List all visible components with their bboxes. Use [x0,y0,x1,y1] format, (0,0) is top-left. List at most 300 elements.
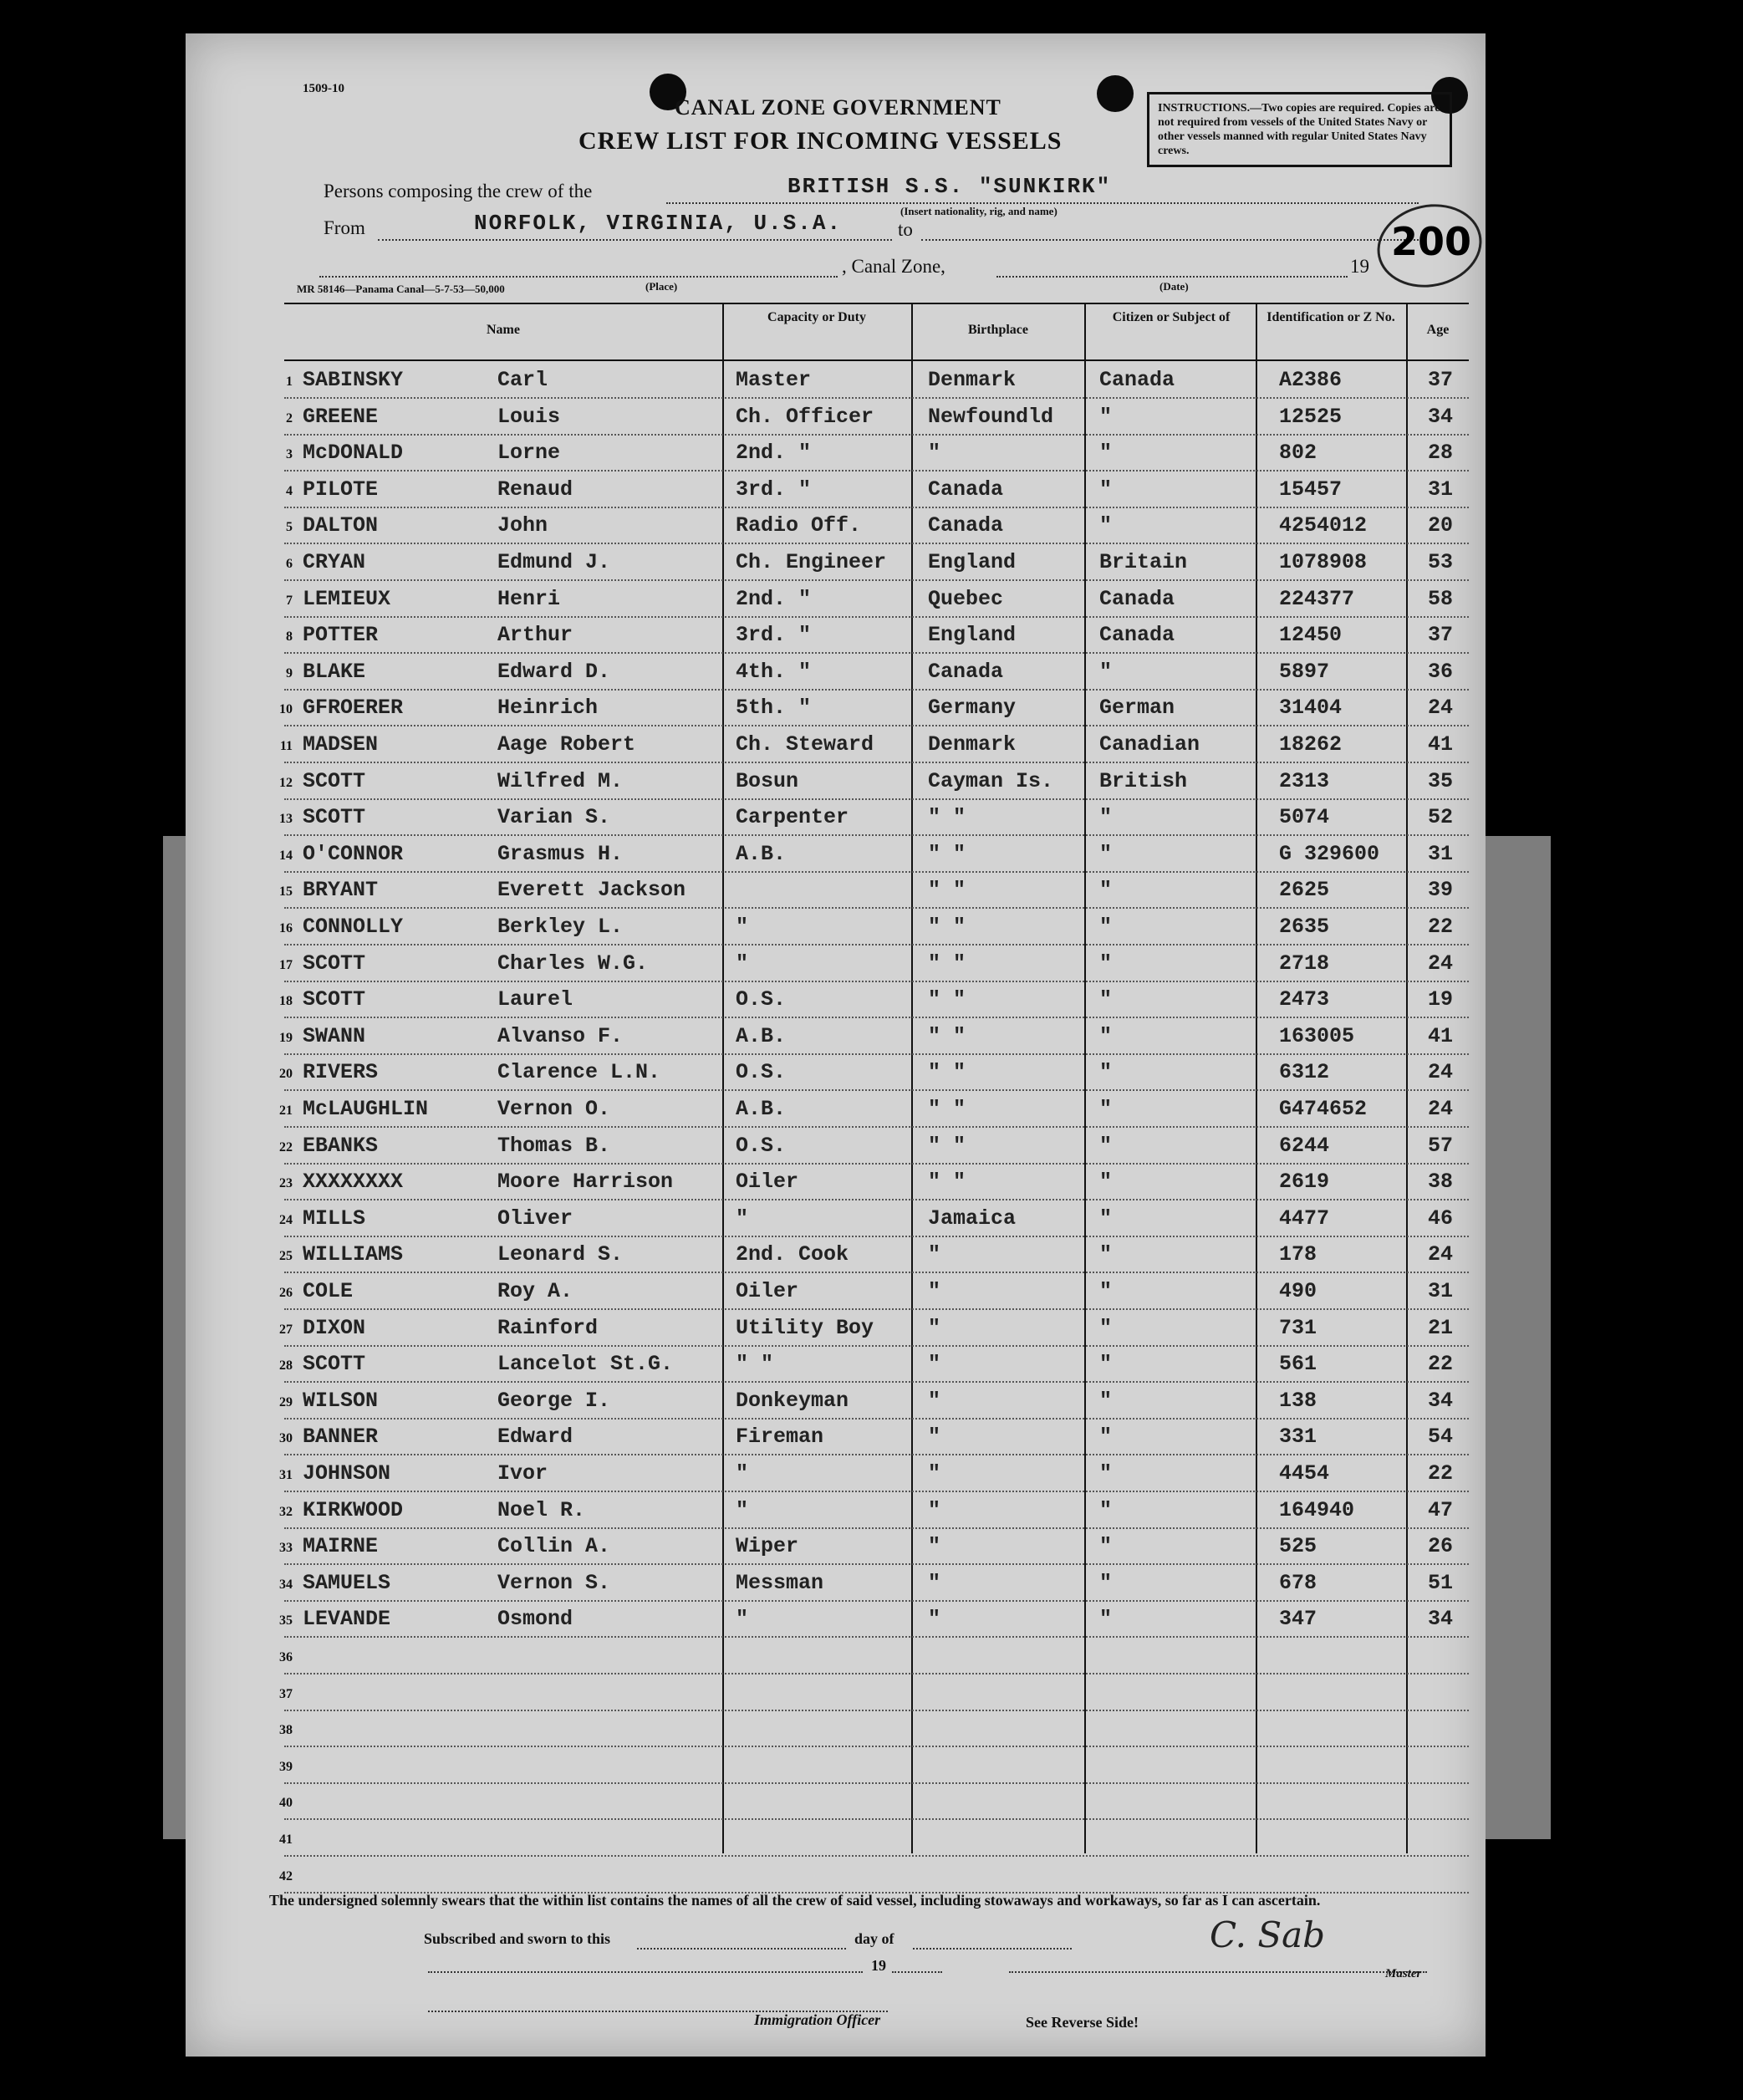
cell-birth: " " [928,915,966,939]
cell-id: 12450 [1279,623,1343,648]
cell-age: 39 [1428,878,1454,903]
cell-citizen: " [1099,1133,1113,1158]
cell-citizen: " [1099,915,1113,939]
cell-surname: PILOTE [303,477,379,502]
cell-birth: Newfoundld [928,404,1054,429]
cell-citizen: Canadian [1099,732,1200,757]
cell-age: 22 [1428,1352,1454,1377]
table-row [279,1819,1469,1857]
row-number: 10 [279,702,293,717]
cell-id: 802 [1279,441,1317,466]
row-number: 11 [279,739,293,753]
cell-given: Leonard S. [497,1242,624,1267]
table-row [284,580,1469,618]
cell-birth: " [928,1607,941,1632]
table-row [284,434,1469,471]
cell-birth: " " [928,1097,966,1121]
cell-duty: Messman [736,1570,824,1595]
cell-id: 561 [1279,1352,1317,1377]
cell-citizen: " [1099,1205,1113,1231]
cell-id: 164940 [1279,1497,1355,1522]
cell-citizen: " [1099,477,1113,502]
cell-birth: " [928,1570,941,1595]
cell-surname: SCOTT [303,951,366,976]
table-row [279,1527,1469,1565]
cell-given: Everett Jackson [497,878,686,903]
cell-surname: DIXON [303,1315,366,1340]
cell-duty: O.S. [736,1133,787,1158]
col-birthplace-header: Birthplace [968,323,1028,337]
row-number: 20 [279,1067,293,1082]
col-age-header: Age [1426,323,1450,337]
cell-age: 31 [1428,841,1454,866]
date-note: (Date) [1159,280,1189,293]
row-number: 15 [279,884,293,900]
cell-citizen: " [1099,513,1113,538]
cell-age: 34 [1428,1607,1454,1632]
cell-surname: SABINSKY [303,368,404,392]
cell-id: 224377 [1279,586,1355,611]
subscribed-label: Subscribed and sworn to this [424,1930,611,1947]
cell-birth: " " [928,878,966,903]
cell-age: 57 [1428,1133,1454,1158]
cell-citizen: " [1099,805,1113,830]
table-row [279,1746,1469,1784]
cell-age: 34 [1428,1388,1454,1413]
cell-duty: A.B. [736,1097,787,1121]
cell-id: 5897 [1279,659,1330,684]
officer-label: Immigration Officer [754,2011,881,2028]
cell-id: 2625 [1279,878,1330,903]
table-row [279,1345,1469,1383]
row-number: 27 [279,1322,293,1337]
master-line [1009,1971,1427,1973]
table-row [279,762,1469,800]
cell-surname: GREENE [303,404,379,429]
print-line: MR 58146—Panama Canal—5-7-53—50,000 [297,283,505,295]
cell-surname: GFROERER [303,696,404,721]
cell-id: 178 [1279,1242,1317,1267]
year-label: 19 [1350,256,1369,277]
cell-citizen: German [1099,696,1175,721]
cell-given: Louis [497,404,561,429]
table-row [279,689,1469,726]
cell-age: 35 [1428,768,1454,793]
cell-citizen: " [1099,987,1113,1012]
cell-duty: " [736,951,749,976]
cell-citizen: British [1099,768,1188,793]
cell-citizen: " [1099,1279,1113,1303]
table-row [284,616,1469,654]
cell-age: 41 [1428,732,1454,757]
table-row [279,1637,1469,1674]
cell-duty: A.B. [736,841,787,866]
row-number: 41 [279,1832,293,1847]
cell-age: 28 [1428,441,1454,466]
cell-given: Edward [497,1425,573,1450]
cell-duty: A.B. [736,1023,787,1048]
cell-birth: " [928,1242,941,1267]
cell-age: 53 [1428,550,1454,574]
cell-duty: 2nd. " [736,586,812,611]
row-number: 2 [286,410,293,426]
table-row [284,653,1469,691]
cell-birth: " [928,1425,941,1450]
cell-birth: Jamaica [928,1205,1017,1231]
cell-birth: " [928,1279,941,1303]
col-identification-header: Identification or Z No. [1266,310,1395,324]
row-number: 26 [279,1286,293,1300]
cell-given: Wilfred M. [497,768,624,793]
cell-age: 24 [1428,1242,1454,1267]
canal-zone-label: , Canal Zone, [842,256,945,277]
table-row [279,1163,1469,1200]
cell-given: Noel R. [497,1497,586,1522]
table-row [279,798,1469,836]
cell-age: 36 [1428,659,1454,684]
cell-surname: SAMUELS [303,1570,391,1595]
table-row [279,1564,1469,1602]
row-number: 30 [279,1431,293,1446]
cell-given: Henri [497,586,561,611]
cell-given: Lancelot St.G. [497,1352,674,1377]
table-row [284,398,1469,436]
cell-given: Charles W.G. [497,951,649,976]
row-number: 16 [279,921,293,935]
cell-age: 46 [1428,1205,1454,1231]
cell-id: 4477 [1279,1205,1330,1231]
cell-citizen: " [1099,1170,1113,1195]
cell-citizen: " [1099,878,1113,903]
cell-age: 19 [1428,987,1454,1012]
cell-duty: Radio Off. [736,513,862,538]
cell-id: 2635 [1279,915,1330,939]
cell-citizen: " [1099,1352,1113,1377]
cell-duty: Ch. Engineer [736,550,887,574]
cell-id: 1078908 [1279,550,1368,574]
day-line [637,1948,846,1950]
table-row [279,1491,1469,1529]
table-row [279,1382,1469,1420]
row-number: 8 [286,629,293,645]
cell-age: 22 [1428,915,1454,939]
cell-age: 31 [1428,477,1454,502]
cell-citizen: " [1099,1497,1113,1522]
cell-surname: POTTER [303,623,379,648]
cell-given: George I. [497,1388,611,1413]
cell-duty: Oiler [736,1279,799,1303]
table-row [279,835,1469,873]
cell-id: G 329600 [1279,841,1380,866]
form-number: 1509-10 [303,82,344,95]
cell-duty: Carpenter [736,805,849,830]
cell-citizen: " [1099,1060,1113,1085]
table-row [279,871,1469,909]
cell-citizen: " [1099,1570,1113,1595]
cell-id: 2313 [1279,768,1330,793]
cell-birth: " [928,1315,941,1340]
cell-birth: " [928,1461,941,1486]
cell-given: Oliver [497,1205,573,1231]
cell-duty: Ch. Steward [736,732,874,757]
cell-duty: Donkeyman [736,1388,849,1413]
punch-hole [1097,75,1134,112]
row-number: 22 [279,1139,293,1154]
cell-duty: Fireman [736,1425,824,1450]
cell-birth: Germany [928,696,1017,721]
cell-age: 37 [1428,368,1454,392]
cell-surname: CONNOLLY [303,915,404,939]
cell-duty: " [736,1607,749,1632]
cell-given: Edward D. [497,659,611,684]
cell-surname: KIRKWOOD [303,1497,404,1522]
row-number: 9 [286,665,293,680]
cell-given: Osmond [497,1607,573,1632]
cell-birth: " " [928,1060,966,1085]
cell-duty: Wiper [736,1534,799,1559]
cell-id: 12525 [1279,404,1343,429]
row-number: 21 [279,1104,293,1118]
cell-age: 31 [1428,1279,1454,1303]
cell-duty: O.S. [736,987,787,1012]
cell-given: Clarence L.N. [497,1060,661,1085]
cell-surname: LEMIEUX [303,586,391,611]
cell-surname: WILSON [303,1388,379,1413]
cell-id: 4254012 [1279,513,1368,538]
cell-surname: SCOTT [303,987,366,1012]
row-number: 28 [279,1358,293,1374]
cell-id: 2473 [1279,987,1330,1012]
cell-given: Vernon O. [497,1097,611,1121]
row-number: 29 [279,1394,293,1409]
cell-id: 347 [1279,1607,1317,1632]
row-number: 31 [279,1468,293,1482]
cell-age: 34 [1428,404,1454,429]
cell-id: 731 [1279,1315,1317,1340]
cell-birth: " " [928,951,966,976]
cell-birth: " " [928,1170,966,1195]
row-number: 37 [279,1686,293,1701]
table-row [279,981,1469,1018]
row-number: 12 [279,775,293,790]
table-row [279,945,1469,982]
cell-id: 2619 [1279,1170,1330,1195]
table-row [284,471,1469,508]
cell-surname: SCOTT [303,1352,366,1377]
cell-surname: RIVERS [303,1060,379,1085]
from-value: NORFOLK, VIRGINIA, U.S.A. [474,211,843,236]
cell-surname: EBANKS [303,1133,379,1158]
vessel-note: (Insert nationality, rig, and name) [900,205,1058,217]
month-line [913,1948,1072,1950]
cell-duty: " [736,915,749,939]
cell-surname: SCOTT [303,768,366,793]
table-row [279,1200,1469,1237]
cell-id: 331 [1279,1425,1317,1450]
cell-id: 15457 [1279,477,1343,502]
table-row [279,726,1469,763]
cell-citizen: " [1099,1607,1113,1632]
cell-duty: " [736,1205,749,1231]
cell-id: 6244 [1279,1133,1330,1158]
cell-citizen: Canada [1099,368,1175,392]
cell-citizen: " [1099,441,1113,466]
form-title: CREW LIST FOR INCOMING VESSELS [578,127,1063,155]
cell-given: Ivor [497,1461,548,1486]
cell-given: Vernon S. [497,1570,611,1595]
cell-given: John [497,513,548,538]
cell-age: 21 [1428,1315,1454,1340]
cell-citizen: " [1099,951,1113,976]
row-number: 36 [279,1650,293,1664]
cell-citizen: " [1099,1315,1113,1340]
cell-duty: Utility Boy [736,1315,874,1340]
cell-age: 52 [1428,805,1454,830]
cell-birth: Canada [928,659,1004,684]
cell-birth: England [928,550,1017,574]
master-label: Master [1385,1967,1422,1980]
cell-id: 2718 [1279,951,1330,976]
cell-duty: Master [736,368,812,392]
cell-surname: BLAKE [303,659,366,684]
cell-given: Lorne [497,441,561,466]
cell-given: Roy A. [497,1279,573,1303]
table-row [279,1053,1469,1091]
date-line [996,276,1348,278]
cell-surname: JOHNSON [303,1461,391,1486]
cell-citizen: " [1099,404,1113,429]
table-row [279,1782,1469,1820]
cell-given: Renaud [497,477,573,502]
cell-citizen: " [1099,1461,1113,1486]
cell-given: Collin A. [497,1534,611,1559]
table-row [284,361,1469,399]
cell-given: Moore Harrison [497,1170,674,1195]
cell-surname: WILLIAMS [303,1242,404,1267]
cell-surname: COLE [303,1279,354,1303]
cell-duty: 4th. " [736,659,812,684]
row-number: 19 [279,1030,293,1045]
stamp-number: 200 [1391,219,1472,264]
row-number: 25 [279,1249,293,1264]
row-number: 5 [286,520,293,535]
cell-surname: O'CONNOR [303,841,404,866]
row-number: 33 [279,1541,293,1556]
table-row [279,908,1469,946]
cell-birth: Canada [928,477,1004,502]
cell-citizen: Canada [1099,586,1175,611]
cell-given: Grasmus H. [497,841,624,866]
row-number: 42 [279,1868,293,1883]
cell-birth: Canada [928,513,1004,538]
persons-label: Persons composing the crew of the [324,181,593,201]
table-row [279,1272,1469,1310]
row-number: 13 [279,812,293,827]
cell-age: 47 [1428,1497,1454,1522]
table-row [284,507,1469,544]
cell-given: Edmund J. [497,550,611,574]
cell-surname: MAIRNE [303,1534,379,1559]
cell-duty: " [736,1461,749,1486]
cell-birth: " [928,1534,941,1559]
cell-duty: 2nd. " [736,441,812,466]
cell-id: G474652 [1279,1097,1368,1121]
cell-birth: " [928,1388,941,1413]
cell-surname: McLAUGHLIN [303,1097,429,1121]
col-name-header: Name [487,323,520,337]
cell-surname: XXXXXXXX [303,1170,404,1195]
cell-citizen: " [1099,659,1113,684]
cell-id: 678 [1279,1570,1317,1595]
cell-citizen: " [1099,1023,1113,1048]
cell-age: 37 [1428,623,1454,648]
cell-citizen: " [1099,1097,1113,1121]
table-row [279,1856,1469,1894]
cell-surname: BANNER [303,1425,379,1450]
sworn-year: 19 [871,1957,886,1974]
row-number: 6 [286,557,293,571]
cell-id: 31404 [1279,696,1343,721]
to-label: to [898,219,913,240]
day-of-label: day of [854,1930,894,1947]
cell-surname: MILLS [303,1205,366,1231]
instructions-box: INSTRUCTIONS.—Two copies are required. Copies are not required from vessels of the United States Navy or other vessels manned with regular United States Navy crews. [1147,92,1452,167]
cell-birth: England [928,623,1017,648]
cell-id: 138 [1279,1388,1317,1413]
cell-id: 525 [1279,1534,1317,1559]
cell-duty: Oiler [736,1170,799,1195]
row-number: 4 [286,483,293,498]
row-number: 24 [279,1212,293,1227]
cell-age: 24 [1428,696,1454,721]
oath-text: The undersigned solemnly swears that the within list contains the names of all the crew of said vessel, including stowaways and workaways, so far as I can ascertain. [269,1892,1321,1909]
cell-duty: 3rd. " [736,623,812,648]
cell-surname: SWANN [303,1023,366,1048]
cell-age: 38 [1428,1170,1454,1195]
cell-id: 5074 [1279,805,1330,830]
row-number: 38 [279,1723,293,1738]
vessel-line [666,202,1419,204]
row-number: 23 [279,1176,293,1191]
cell-surname: McDONALD [303,441,404,466]
row-number: 32 [279,1504,293,1519]
cell-id: A2386 [1279,368,1343,392]
cell-surname: CRYAN [303,550,366,574]
row-number: 35 [279,1613,293,1629]
cell-id: 6312 [1279,1060,1330,1085]
row-number: 18 [279,994,293,1009]
cell-given: Rainford [497,1315,599,1340]
cell-citizen: " [1099,841,1113,866]
table-row [279,1236,1469,1273]
cell-id: 4454 [1279,1461,1330,1486]
row-number: 39 [279,1759,293,1774]
row-number: 3 [286,447,293,462]
row-number: 34 [279,1577,293,1592]
cell-citizen: Britain [1099,550,1188,574]
year-line [892,1971,942,1973]
cell-birth: Quebec [928,586,1004,611]
cell-surname: DALTON [303,513,379,538]
cell-surname: MADSEN [303,732,379,757]
cell-given: Aage Robert [497,732,636,757]
crew-list-form [186,33,1486,2057]
cell-citizen: " [1099,1388,1113,1413]
table-row [279,1309,1469,1347]
table-row [279,1017,1469,1055]
cell-birth: Denmark [928,368,1017,392]
cell-birth: " " [928,1133,966,1158]
